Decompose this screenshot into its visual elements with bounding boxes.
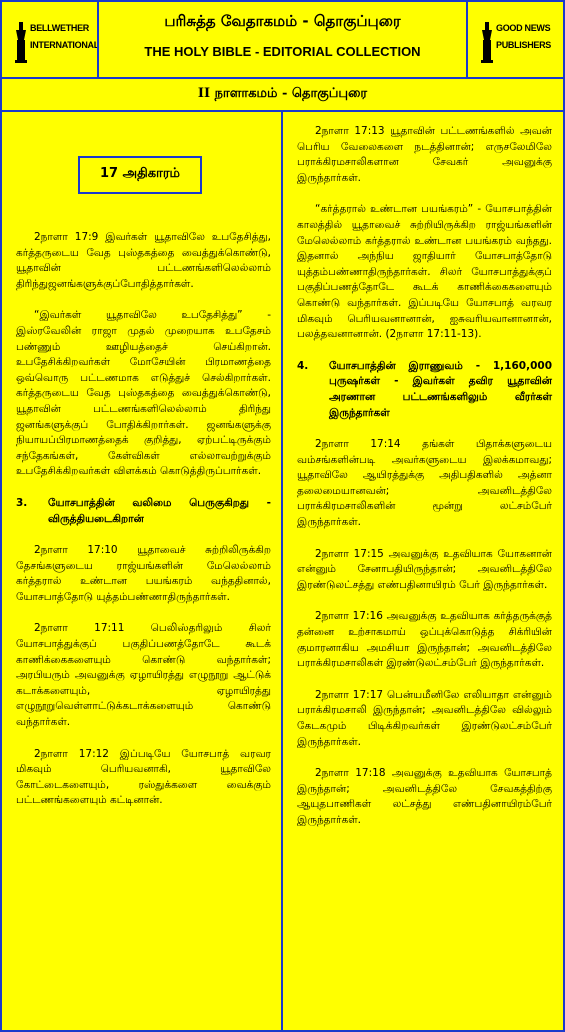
section-title: யோசபாத்தின் வலிமை பெருகுகிறது - விருத்தியடைகிறான் — [48, 496, 271, 525]
right-column — [281, 110, 565, 1032]
right-logo-frame — [466, 0, 565, 79]
right-column-body — [297, 124, 552, 845]
section-number: 3. — [16, 496, 28, 509]
title-tamil: பரிசுத்த வேதாகமம் - தொகுப்புரை — [164, 12, 401, 30]
logo-line-2: INTERNATIONAL — [30, 40, 99, 50]
verse-paragraph: “இவர்கள் யூதாவிலே உபதேசித்து” - இஸ்ரவேலின் ராஜா முதல் முறையாக உபதேசம் பண்ணும் ஊழியத்தைச் செய்கிறான். உபதேசிக்கிறவர்கள் மோசேயின் பிரமாணத்தை ஒவ்வொரு பட்டணமாக எடுத்துச் செல்கிறார்கள். கர்த்தருடைய வேத புஸ்தகத்தை வைத்துக்கொண்டு, யூதாவின் பட்டணங்களிலெல்லாம் திரிந்து ஜனங்களுக்குப் போதிக்கிறார்கள். ஜனங்களுக்கு நியாயப்பிரமாணத்தைக் குறித்து, ஏற்பட்டிருக்கும் சந்தேகங்கள், கேள்விகள் எல்லாவற்றுக்கும் உபதேசிக்கிறவர்கள் விளக்கம் கொடுத்திருப்பார்கள். — [16, 309, 271, 478]
subheader-frame — [0, 77, 565, 112]
verse-paragraph: 2நாளா 17:15 அவனுக்கு உதவியாக யோகனான் என்னும் சேனாபதியிருந்தான்; அவனிடத்திலே இரண்டுலட்சத்து எண்பதினாயிரம் பேர் இருந்தார்கள். — [297, 547, 552, 591]
verse-paragraph: 2நாளா 17:9 இவர்கள் யூதாவிலே உபதேசித்து, கர்த்தருடைய வேத புஸ்தகத்தை வைத்துக்கொண்டு, யூதாவின் பட்டணங்களிலெல்லாம் திரிந்துஜனங்களுக்குப்போதித்தார்கள். — [16, 231, 271, 290]
verse-paragraph: “கர்த்தரால் உண்டான பயங்கரம்” - யோசபாத்தின் காலத்தில் யூதாவைச் சுற்றியிருக்கிற ராஜ்யங்களின் மேலெல்லாம் கர்த்தரால் உண்டான பயங்கரம் வந்தது. இதனால் அந்நிய ஜாதியார் யோசபாத்தோடு யுத்தம்பண்ணாதிருந்தார்கள். சிலர் யோசபாத்துக்குப் பகுதிப்பணத்தோடே கூடக் காணிக்கைகளையும் கொண்டு வந்தார்கள். இப்படியே யோசபாத் வரவர மிகவும் பெரியவனானான், ஐசுவரியவானானான், பலத்தவனானான். (2நாளா 17:11-13). — [297, 203, 552, 341]
logo-line-2: PUBLISHERS — [496, 40, 552, 50]
verse-paragraph: 2நாளா 17:14 தங்கள் பிதாக்களுடைய வம்சங்களின்படி அவர்களுடைய இலக்கமாவது; யூதாவிலே ஆயிரத்துக்கு அதிபதிகளில் அத்னா தலைமையானவன்; அவனிடத்திலே பராக்கிரமசாலிகளின் மூன்று லட்சம்பேர் இருந்தார்கள். — [297, 438, 552, 529]
lamp-icon — [480, 20, 494, 64]
verse-paragraph: 2நாளா 17:18 அவனுக்கு உதவியாக யோசபாத் இருந்தான்; அவனிடத்திலே சேவகத்திற்கு ஆயுதபாணிகள் லட்சத்து எண்பதினாயிரம்பேர் இருந்தார்கள். — [297, 767, 552, 826]
title-frame — [97, 0, 468, 79]
verse-paragraph: 2நாளா 17:12 இப்படியே யோசபாத் வரவர மிகவும் பெரியவனாகி, யூதாவிலே கோட்டைகளையும், ரஸ்துக்களை வைக்கும் பட்டணங்களையும் கட்டினான். — [16, 747, 271, 807]
bell-tower-icon — [14, 20, 28, 64]
subheader-title: II நாளாகமம் - தொகுப்புரை — [197, 86, 368, 101]
good-news-logo — [476, 10, 558, 70]
chapter-label: 17 அதிகாரம் — [78, 156, 202, 194]
section-number: 4. — [297, 359, 309, 372]
left-column — [0, 110, 283, 1032]
section-heading — [297, 359, 552, 421]
left-logo-frame — [0, 0, 99, 79]
verse-paragraph: 2நாளா 17:10 யூதாவைச் சுற்றிலிருக்கிற தேசங்களுடைய ராஜ்யங்களின் மேலெல்லாம் கர்த்தரால் உண்டான பயங்கரம் வந்ததினால், யோசபாத்தோடு யுத்தம்பண்ணாதிருந்தார்கள். — [16, 544, 271, 603]
section-title: யோசபாத்தின் இராணுவம் - 1,160,000 புருஷர்கள் - இவர்கள் தவிர யூதாவின் அரணான பட்டணங்களிலும் வீரர்கள் இருந்தார்கள் — [329, 359, 552, 419]
verse-paragraph: 2நாளா 17:16 அவனுக்கு உதவியாக கர்த்தருக்குத் தன்னை உற்சாகமாய் ஒப்புக்கொடுத்த சிக்ரியின் குமாரனாகிய அமசியா இருந்தான்; அவனிடத்திலே பராக்கிரமசாலிகள் இரண்டுலட்சம்பேர் இருந்தார்கள். — [297, 610, 552, 670]
logo-line-1: BELLWETHER — [30, 23, 89, 33]
verse-paragraph: 2நாளா 17:17 பென்யமீனிலே எலியாதா என்னும் பராக்கிரமசாலி இருந்தான்; அவனிடத்திலே வில்லும் கேடகமும் பிடிக்கிறவர்கள் இரண்டுலட்சம்பேர் இருந்தார்கள். — [297, 688, 552, 748]
verse-paragraph: 2நாளா 17:13 யூதாவின் பட்டணங்களில் அவன் பெரிய வேலைகளை நடத்தினான்; எருசலேமிலே பராக்கிரமசாலிகளான சேவகர் அவனுக்கு இருந்தார்கள். — [297, 125, 552, 184]
title-english: THE HOLY BIBLE - EDITORIAL COLLECTION — [144, 44, 421, 59]
bellwether-logo — [10, 10, 99, 70]
left-column-body — [16, 230, 271, 825]
section-heading — [16, 496, 271, 527]
logo-line-1: GOOD NEWS — [496, 23, 551, 33]
verse-paragraph: 2நாளா 17:11 பெலிஸ்தரிலும் சிலர் யோசபாத்துக்குப் பகுதிப்பணத்தோடே கூடக் காணிக்கைகளையும் கொண்டு வந்தார்கள்; அரபியரும் அவனுக்கு ஏழாயிரத்து எழுநூறு ஆட்டுக் கடாக்களையும், ஏழாயிரத்து எழுநூறுவெள்ளாட்டுக்கடாக்களையும் கொண்டு வந்தார்கள். — [16, 622, 271, 729]
